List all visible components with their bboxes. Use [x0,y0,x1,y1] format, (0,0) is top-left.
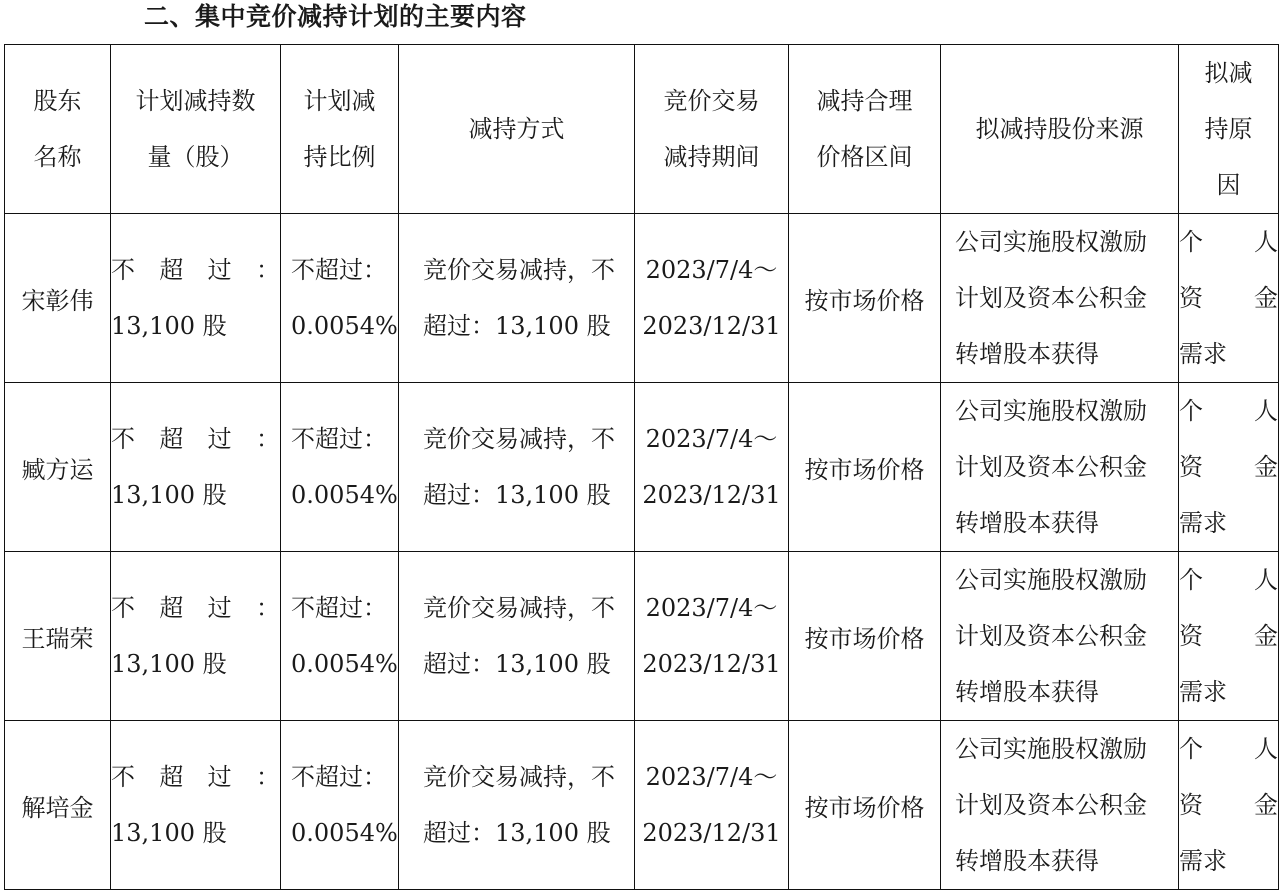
reduction-reason: 个 人 资 金 需求 [1179,214,1279,383]
shareholder-name: 王瑞荣 [5,552,111,721]
header-bidding-period: 竞价交易 减持期间 [635,45,789,214]
header-planned-ratio: 计划减 持比例 [281,45,399,214]
share-source: 公司实施股权激励 计划及资本公积金 转增股本获得 [941,721,1179,890]
section-heading: 二、集中竞价减持计划的主要内容 [144,2,527,31]
planned-ratio [281,214,399,383]
header-reduction-method: 减持方式 [399,45,635,214]
planned-quantity [111,721,281,890]
reduction-reason: 个 人 资 金 需求 [1179,383,1279,552]
ratio-value: 0.0054% [291,650,398,678]
shareholder-name: 解培金 [5,721,111,890]
reduction-method: 竞价交易减持，不 超过：13,100 股 [399,552,635,721]
price-range: 按市场价格 [789,214,941,383]
table-row [5,214,1279,383]
quantity-label: 不 超 过 ： [111,594,280,622]
ratio-label: 不超过： [291,763,387,791]
header-reduction-reason: 拟减 持原 因 [1179,45,1279,214]
planned-quantity [111,383,281,552]
reduction-plan-table [4,44,1279,890]
table-row [5,721,1279,890]
header-price-range: 减持合理 价格区间 [789,45,941,214]
ratio-value: 0.0054% [291,312,398,340]
header-planned-quantity: 计划减持数 量（股） [111,45,281,214]
price-range: 按市场价格 [789,721,941,890]
share-source: 公司实施股权激励 计划及资本公积金 转增股本获得 [941,383,1179,552]
planned-ratio [281,552,399,721]
bidding-period: 2023/7/4～ 2023/12/31 [635,383,789,552]
quantity-value: 13,100 股 [111,481,227,509]
reduction-reason: 个 人 资 金 需求 [1179,552,1279,721]
reduction-method: 竞价交易减持，不 超过：13,100 股 [399,214,635,383]
reduction-method: 竞价交易减持，不 超过：13,100 股 [399,721,635,890]
table-row [5,383,1279,552]
table-row [5,552,1279,721]
bidding-period: 2023/7/4～ 2023/12/31 [635,214,789,383]
share-source: 公司实施股权激励 计划及资本公积金 转增股本获得 [941,214,1179,383]
quantity-value: 13,100 股 [111,819,227,847]
reduction-method: 竞价交易减持，不 超过：13,100 股 [399,383,635,552]
price-range: 按市场价格 [789,552,941,721]
quantity-value: 13,100 股 [111,650,227,678]
ratio-value: 0.0054% [291,819,398,847]
planned-ratio [281,383,399,552]
ratio-label: 不超过： [291,256,387,284]
quantity-label: 不 超 过 ： [111,425,280,453]
quantity-label: 不 超 过 ： [111,256,280,284]
header-share-source: 拟减持股份来源 [941,45,1179,214]
share-source: 公司实施股权激励 计划及资本公积金 转增股本获得 [941,552,1179,721]
bidding-period: 2023/7/4～ 2023/12/31 [635,721,789,890]
reduction-reason: 个 人 资 金 需求 [1179,721,1279,890]
price-range: 按市场价格 [789,383,941,552]
planned-quantity [111,214,281,383]
table-header-row [5,45,1279,214]
planned-ratio [281,721,399,890]
shareholder-name: 臧方运 [5,383,111,552]
shareholder-name: 宋彰伟 [5,214,111,383]
quantity-label: 不 超 过 ： [111,763,280,791]
ratio-label: 不超过： [291,425,387,453]
header-shareholder-name: 股东 名称 [5,45,111,214]
planned-quantity [111,552,281,721]
ratio-value: 0.0054% [291,481,398,509]
ratio-label: 不超过： [291,594,387,622]
bidding-period: 2023/7/4～ 2023/12/31 [635,552,789,721]
quantity-value: 13,100 股 [111,312,227,340]
